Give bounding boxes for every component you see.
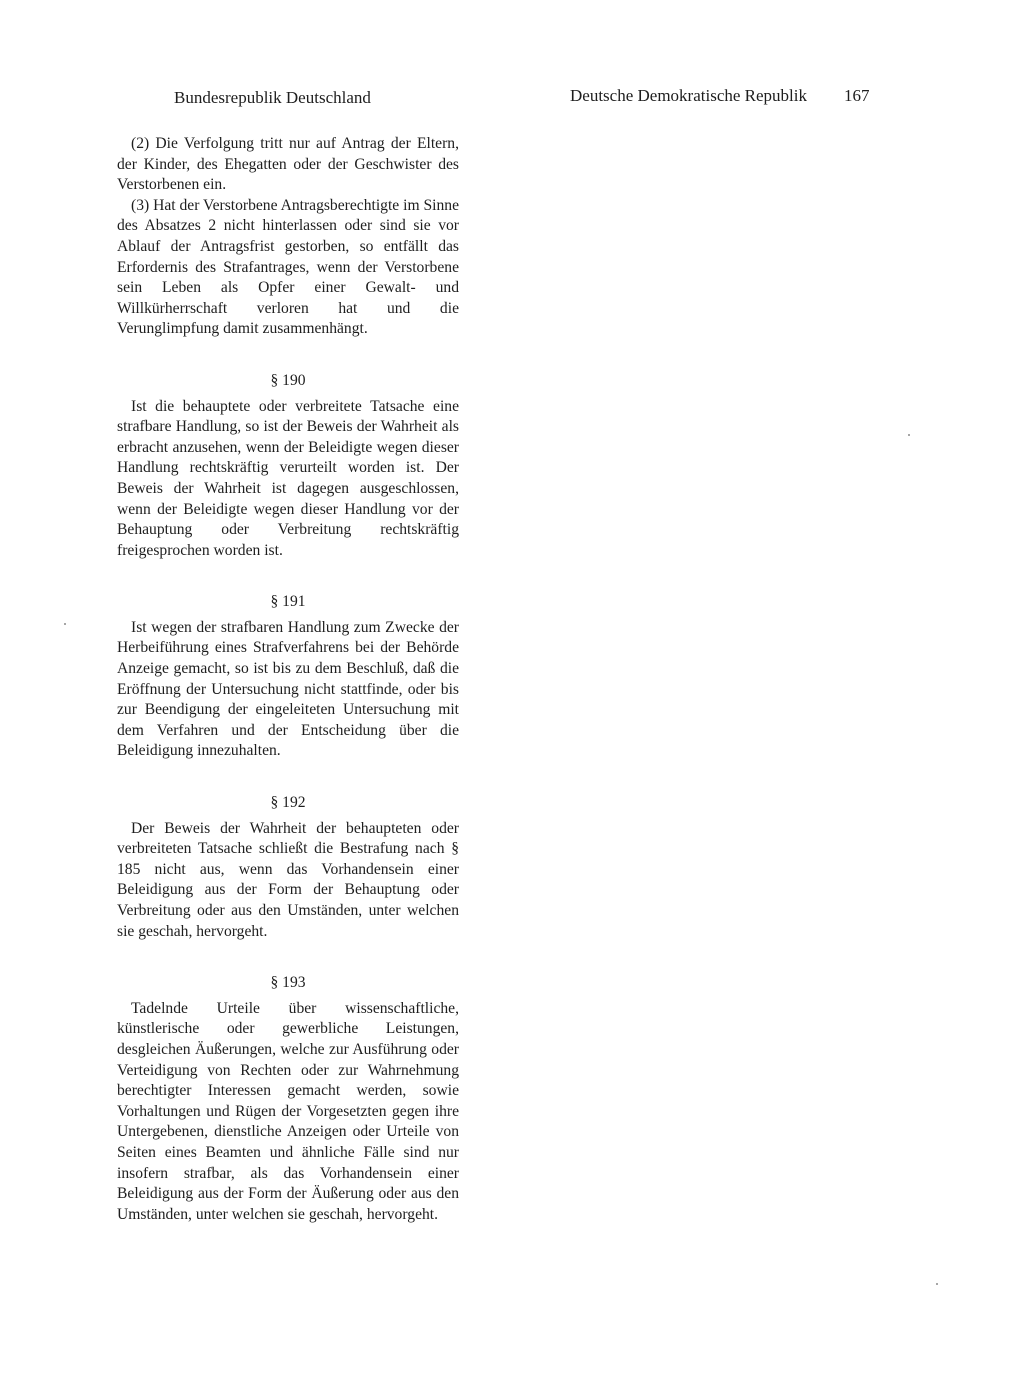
- section-193-text: Tadelnde Urteile über wissenschaftliche, künstlerische oder gewerbliche Leistungen, desgleichen Äußerungen, welche zur Ausführung oder Verteidigung von Rechten oder zur Wahrnehmung berechtigter Interessen gemacht werden, sowie Vorhaltungen und Rügen der Vorgesetzten gegen ihre Untergebenen, dienstliche Anzeigen oder Urteile von Seiten eines Beamten und ähnliche Fälle sind nur insofern strafbar, als das Vorhandensein einer Beleidigung aus der Form der Äußerung oder aus den Umständen, unter welchen sie geschah, hervorgeht.: [117, 999, 459, 1223]
- scan-speck: [908, 434, 910, 436]
- section-192-title: § 192: [270, 794, 306, 812]
- header-left-title: Bundesrepublik Deutschland: [174, 88, 371, 107]
- left-column-text: [117, 134, 459, 1225]
- section-191-text: Ist wegen der strafbaren Handlung zum Zwecke der Herbeiführung eines Strafverfahrens bei der Behörde Anzeige gemacht, so ist bis zu dem Beschluß, daß die Eröffnung der Untersuchung nicht stattfinde, oder bis zur Beendigung der eingeleiteten Untersuchung mit dem Verfahren und der Entscheidung über die Beleidigung innezuhalten.: [117, 618, 459, 760]
- section-193-title: § 193: [270, 974, 306, 992]
- section-190-text: Ist die behauptete oder verbreitete Tatsache eine strafbare Handlung, so ist der Beweis der Wahrheit als erbracht anzusehen, wenn der Beleidigte wegen dieser Handlung rechtskräftig verurteilt worden ist. Der Beweis der Wahrheit ist dagegen ausgeschlossen, wenn der Beleidigte wegen dieser Handlung vor der Behauptung oder Verbreitung rechtskräftig freigesprochen worden ist.: [117, 397, 459, 559]
- section-192: [117, 793, 459, 942]
- section-191: [117, 592, 459, 762]
- section-193: [117, 973, 459, 1225]
- header-right-title: Deutsche Demokratische Republik: [570, 86, 807, 105]
- scan-speck: [64, 623, 66, 625]
- section-191-title: § 191: [270, 593, 306, 611]
- paragraph-3: (3) Hat der Verstorbene Antragsberechtigte im Sinne des Absatzes 2 nicht hinterlassen oder sind sie vor Ablauf der Antragsfrist gestorben, so entfällt das Erfordernis des Strafantrages, wenn der Verstorbene sein Leben als Opfer einer Gewalt- und Willkürherrschaft verloren hat und die Verunglimpfung damit zusammenhängt.: [117, 196, 459, 338]
- section-190: [117, 371, 459, 561]
- section-192-text: Der Beweis der Wahrheit der behaupteten oder verbreiteten Tatsache schließt die Bestrafung nach § 185 nicht aus, wenn das Vorhandensein einer Beleidigung aus der Form der Behauptung oder Verbreitung oder aus den Umständen, unter welchen sie geschah, hervorgeht.: [117, 819, 459, 940]
- page-number: 167: [844, 86, 870, 105]
- paragraph-2: (2) Die Verfolgung tritt nur auf Antrag der Eltern, der Kinder, des Ehegatten oder der Geschwister des Verstorbenen ein.: [117, 135, 459, 194]
- section-190-title: § 190: [270, 371, 306, 389]
- scan-speck: [936, 1283, 938, 1285]
